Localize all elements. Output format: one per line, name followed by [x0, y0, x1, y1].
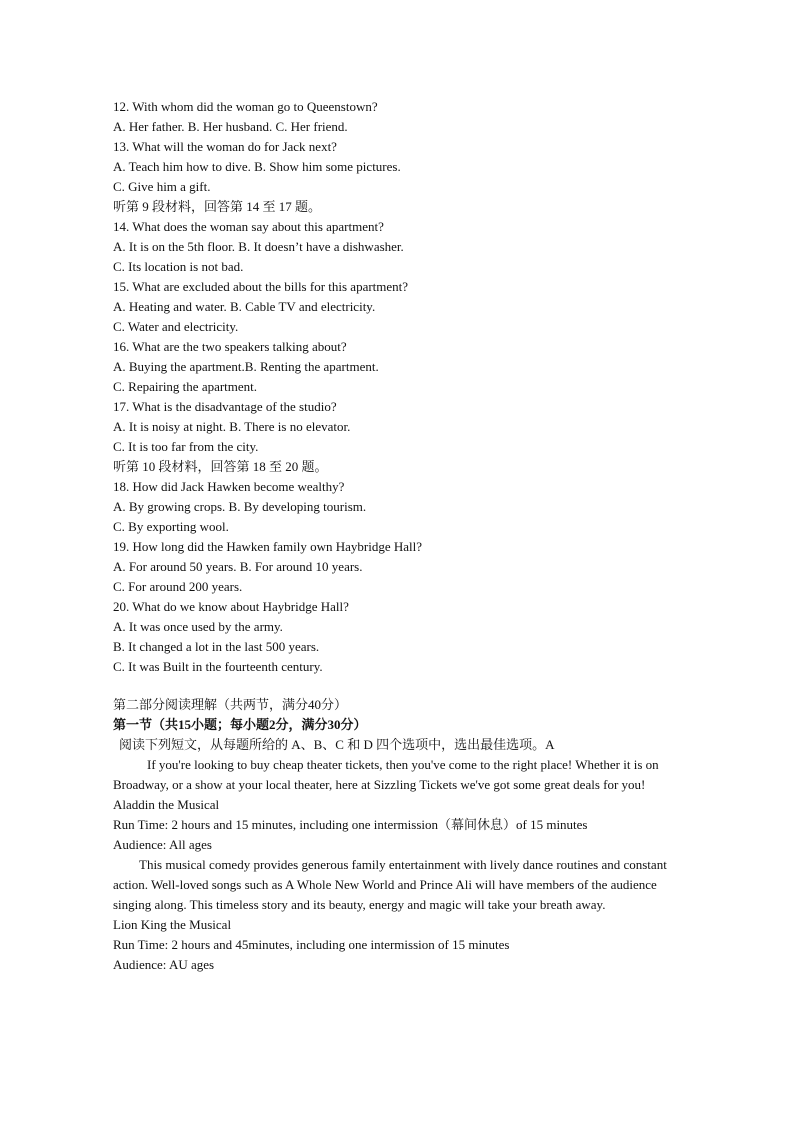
intro-paragraph: If you're looking to buy cheap theater tickets, then you've come to the right place! Whether it is on Broadway, or a show at your local theater, here at Sizzling Tickets we've got some great deals for you! — [113, 757, 659, 792]
option-20-c: C. It was Built in the fourteenth century. — [113, 659, 323, 674]
show-title-lion-king: Lion King the Musical — [113, 917, 232, 932]
question-17: 17. What is the disadvantage of the studio? — [113, 399, 337, 414]
part-title: 第二部分阅读理解（共两节，满分40分） — [113, 697, 348, 712]
question-12: 12. With whom did the woman go to Queenstown? — [113, 99, 378, 114]
option-14-c: C. Its location is not bad. — [113, 259, 244, 274]
options-14-ab: A. It is on the 5th floor. B. It doesn’t have a dishwasher. — [113, 239, 404, 254]
option-16-c: C. Repairing the apartment. — [113, 379, 258, 394]
option-19-c: C. For around 200 years. — [113, 579, 243, 594]
section-title: 第一节（共15小题；每小题2分，满分30分） — [113, 717, 367, 732]
question-19: 19. How long did the Hawken family own Haybridge Hall? — [113, 539, 423, 554]
option-20-b: B. It changed a lot in the last 500 years. — [113, 639, 320, 654]
show-title-aladdin: Aladdin the Musical — [113, 797, 220, 812]
options-12: A. Her father. B. Her husband. C. Her friend. — [113, 119, 348, 134]
show-audience-aladdin: Audience: All ages — [113, 837, 212, 852]
section-instruction-9: 听第 9 段材料，回答第 14 至 17 题。 — [113, 199, 322, 214]
options-18-ab: A. By growing crops. B. By developing tourism. — [113, 499, 367, 514]
section-spacer — [113, 677, 683, 695]
question-13: 13. What will the woman do for Jack next? — [113, 139, 337, 154]
option-15-c: C. Water and electricity. — [113, 319, 239, 334]
option-13-c: C. Give him a gift. — [113, 179, 211, 194]
options-15-ab: A. Heating and water. B. Cable TV and electricity. — [113, 299, 376, 314]
show-runtime-aladdin: Run Time: 2 hours and 15 minutes, including one intermission（幕间休息）of 15 minutes — [113, 817, 588, 832]
options-13-ab: A. Teach him how to dive. B. Show him some pictures. — [113, 159, 401, 174]
question-16: 16. What are the two speakers talking about? — [113, 339, 347, 354]
option-17-c: C. It is too far from the city. — [113, 439, 259, 454]
option-18-c: C. By exporting wool. — [113, 519, 229, 534]
reading-instruction: 阅读下列短文，从每题所给的 A、B、C 和 D 四个选项中，选出最佳选项。A — [119, 737, 555, 752]
options-17-ab: A. It is noisy at night. B. There is no elevator. — [113, 419, 351, 434]
question-15: 15. What are excluded about the bills for this apartment? — [113, 279, 409, 294]
options-16-ab: A. Buying the apartment.B. Renting the apartment. — [113, 359, 379, 374]
show-audience-lion-king: Audience: AU ages — [113, 957, 215, 972]
section-instruction-10: 听第 10 段材料，回答第 18 至 20 题。 — [113, 459, 328, 474]
show-description-aladdin: This musical comedy provides generous family entertainment with lively dance routines and constant action. Well-loved songs such as A Whole New World and Prince Ali will have members of the audience singing along. This timeless story and its beauty, energy and magic will take your breath away. — [113, 857, 667, 912]
question-14: 14. What does the woman say about this apartment? — [113, 219, 384, 234]
show-runtime-lion-king: Run Time: 2 hours and 45minutes, including one intermission of 15 minutes — [113, 937, 510, 952]
question-20: 20. What do we know about Haybridge Hall? — [113, 599, 349, 614]
question-18: 18. How did Jack Hawken become wealthy? — [113, 479, 345, 494]
document-body — [113, 97, 683, 975]
options-19-ab: A. For around 50 years. B. For around 10 years. — [113, 559, 363, 574]
option-20-a: A. It was once used by the army. — [113, 619, 283, 634]
